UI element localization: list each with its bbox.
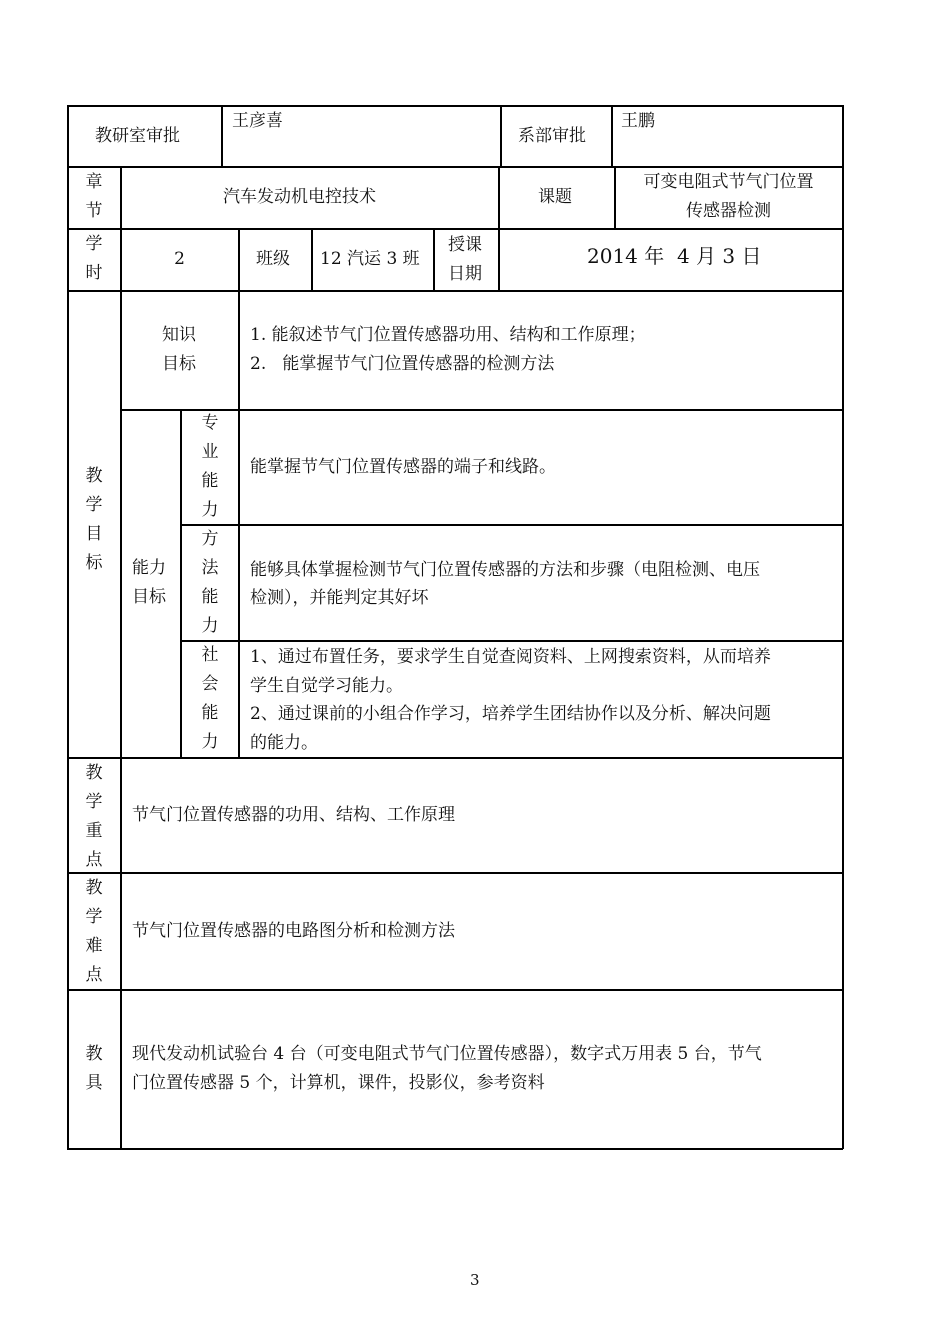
professional-ability-text: 能掌握节气门位置传感器的端子和线路。 [250,457,556,477]
social-ability-label: 社会能力 [201,645,219,752]
dept-approval-value: 王鹏 [621,111,655,131]
method-ability-line2: 检测），并能判定其好坏 [250,588,429,608]
difficult-points-value: 节气门位置传感器的电路图分析和检测方法 [132,921,455,941]
professional-ability-label: 专业能力 [201,413,219,520]
research-approval-value: 王彦喜 [232,111,283,131]
social-ability-line1: 1、通过布置任务，要求学生自觉查阅资料、上网搜索资料，从而培养 [250,647,771,667]
ability-label-line1: 能力 [132,558,166,578]
key-points-label: 教学重点 [85,763,103,870]
page-number: 3 [470,1271,480,1289]
objectives-label: 教学目标 [85,466,103,573]
class-value: 12 汽运 3 班 [320,249,420,269]
method-ability-line1: 能够具体掌握检测节气门位置传感器的方法和步骤（电阻检测、电压 [250,560,760,580]
research-approval-label: 教研室审批 [95,126,180,146]
tools-label: 教具 [85,1044,103,1093]
method-ability-label: 方法能力 [201,529,219,636]
tools-line1: 现代发动机试验台 4 台（可变电阻式节气门位置传感器），数字式万用表 5 台，节气 [132,1044,762,1064]
date-value: 2014 年 4 月 3 日 [587,244,762,268]
tools-line2: 门位置传感器 5 个，计算机，课件，投影仪，参考资料 [132,1073,545,1093]
ability-label-line2: 目标 [132,587,166,607]
date-label-line2: 日期 [448,264,482,284]
chapter-value: 汽车发动机电控技术 [223,187,376,207]
knowledge-label-line2: 目标 [162,354,196,374]
topic-value-line2: 传感器检测 [686,201,771,221]
hours-value: 2 [174,249,185,269]
social-ability-line2: 学生自觉学习能力。 [250,676,403,696]
topic-value-line1: 可变电阻式节气门位置 [643,172,814,192]
difficult-points-label: 教学难点 [85,878,103,985]
class-label: 班级 [256,249,290,269]
hours-label: 学时 [85,234,103,283]
date-label-line1: 授课 [448,235,482,255]
topic-label: 课题 [538,187,572,207]
dept-approval-label: 系部审批 [518,126,586,146]
chapter-label: 章节 [85,172,103,221]
knowledge-line2: 2. 能掌握节气门位置传感器的检测方法 [250,354,555,374]
knowledge-label-line1: 知识 [162,325,196,345]
social-ability-line3: 2、通过课前的小组合作学习，培养学生团结协作以及分析、解决问题 [250,704,771,724]
social-ability-line4: 的能力。 [250,733,318,753]
key-points-value: 节气门位置传感器的功用、结构、工作原理 [132,805,455,825]
knowledge-line1: 1. 能叙述节气门位置传感器功用、结构和工作原理； [250,325,646,345]
